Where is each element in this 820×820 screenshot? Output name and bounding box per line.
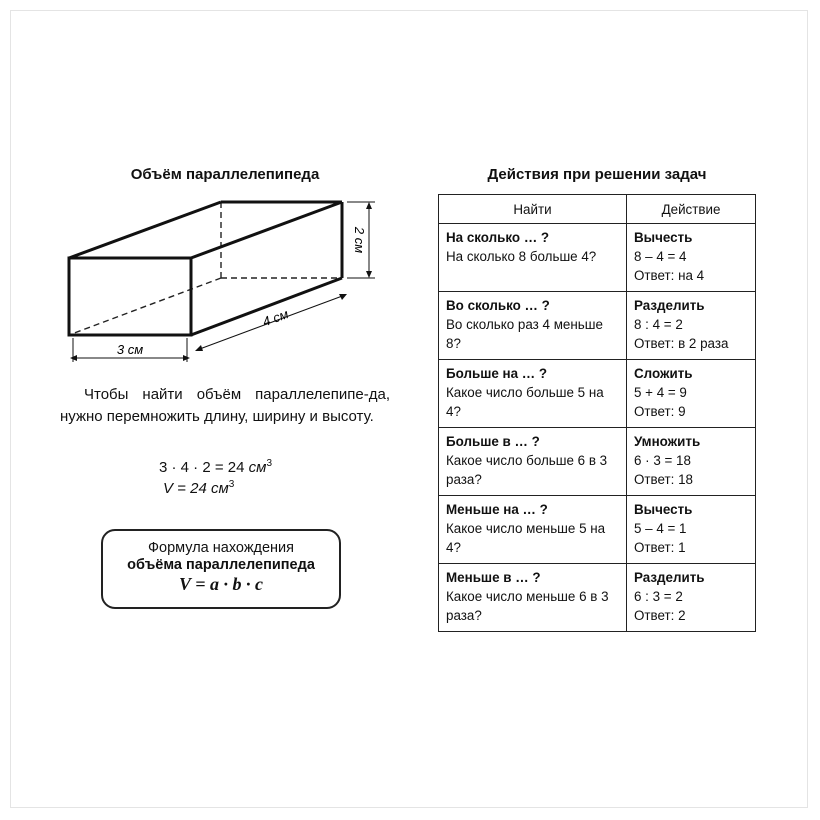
question-text: Какое число больше 6 в 3 раза? <box>446 453 608 487</box>
width-label: 3 см <box>116 342 144 357</box>
calc-expression: 3 · 4 · 2 = 24 <box>159 459 249 476</box>
question-cell <box>439 496 627 564</box>
volume-result <box>163 480 234 497</box>
formula-subject: объёма параллелепипеда <box>127 557 315 573</box>
action-name: Разделить <box>634 570 705 585</box>
table-row <box>439 224 756 292</box>
question-title: На сколько … ? <box>446 230 550 245</box>
result-expression: V = 24 <box>163 480 211 497</box>
action-answer: Ответ: на 4 <box>634 268 705 283</box>
action-name: Вычесть <box>634 230 693 245</box>
volume-calculation <box>159 459 272 476</box>
calc-power: 3 <box>266 458 272 469</box>
question-text: Во сколько раз 4 меньше 8? <box>446 317 603 351</box>
action-name: Умножить <box>634 434 701 449</box>
action-name: Разделить <box>634 298 705 313</box>
table-row <box>439 564 756 632</box>
table-row <box>439 360 756 428</box>
result-unit: см <box>210 480 229 497</box>
action-example: 8 : 4 = 2 <box>634 317 683 332</box>
action-answer: Ответ: 18 <box>634 472 693 487</box>
action-cell <box>627 224 756 292</box>
volume-formula: V = a · b · c <box>179 574 263 594</box>
action-answer: Ответ: 2 <box>634 608 686 623</box>
action-cell <box>627 428 756 496</box>
action-example: 6 · 3 = 18 <box>634 453 691 468</box>
calc-unit: см <box>248 459 267 476</box>
action-cell <box>627 564 756 632</box>
question-title: Меньше на … ? <box>446 502 548 517</box>
question-title: Больше в … ? <box>446 434 540 449</box>
table-row <box>439 496 756 564</box>
action-example: 8 – 4 = 4 <box>634 249 687 264</box>
question-cell <box>439 224 627 292</box>
action-name: Вычесть <box>634 502 693 517</box>
instruction-paragraph: Чтобы найти объём параллелепипе-да, нужно перемножить длину, ширину и высоту. <box>60 386 390 425</box>
formula-box <box>101 529 341 609</box>
question-title: Меньше в … ? <box>446 570 541 585</box>
question-cell <box>439 360 627 428</box>
action-cell <box>627 496 756 564</box>
action-cell <box>627 292 756 360</box>
length-label: 4 см <box>260 306 291 330</box>
question-text: Какое число меньше 5 на 4? <box>446 521 606 555</box>
height-label: 2 см <box>352 226 367 254</box>
result-power: 3 <box>228 479 235 490</box>
header-action: Действие <box>627 195 756 224</box>
action-answer: Ответ: 1 <box>634 540 686 555</box>
action-example: 5 + 4 = 9 <box>634 385 687 400</box>
question-cell <box>439 292 627 360</box>
header-find: Найти <box>439 195 627 224</box>
question-text: Какое число меньше 6 в 3 раза? <box>446 589 609 623</box>
question-cell <box>439 564 627 632</box>
table-header-row <box>439 195 756 224</box>
table-row <box>439 292 756 360</box>
table-row <box>439 428 756 496</box>
action-name: Сложить <box>634 366 693 381</box>
volume-title: Объём параллелепипеда <box>130 166 320 183</box>
formula-caption: Формула нахождения <box>147 540 294 556</box>
question-text: На сколько 8 больше 4? <box>446 249 597 264</box>
question-title: Больше на … ? <box>446 366 548 381</box>
question-title: Во сколько … ? <box>446 298 550 313</box>
task-actions-table <box>438 194 756 632</box>
action-answer: Ответ: 9 <box>634 404 686 419</box>
parallelepiped-diagram <box>55 190 385 370</box>
action-example: 5 – 4 = 1 <box>634 521 687 536</box>
action-cell <box>627 360 756 428</box>
tasks-title: Действия при решении задач <box>487 166 707 183</box>
question-cell <box>439 428 627 496</box>
question-text: Какое число больше 5 на 4? <box>446 385 604 419</box>
action-answer: Ответ: в 2 раза <box>634 336 729 351</box>
action-example: 6 : 3 = 2 <box>634 589 683 604</box>
